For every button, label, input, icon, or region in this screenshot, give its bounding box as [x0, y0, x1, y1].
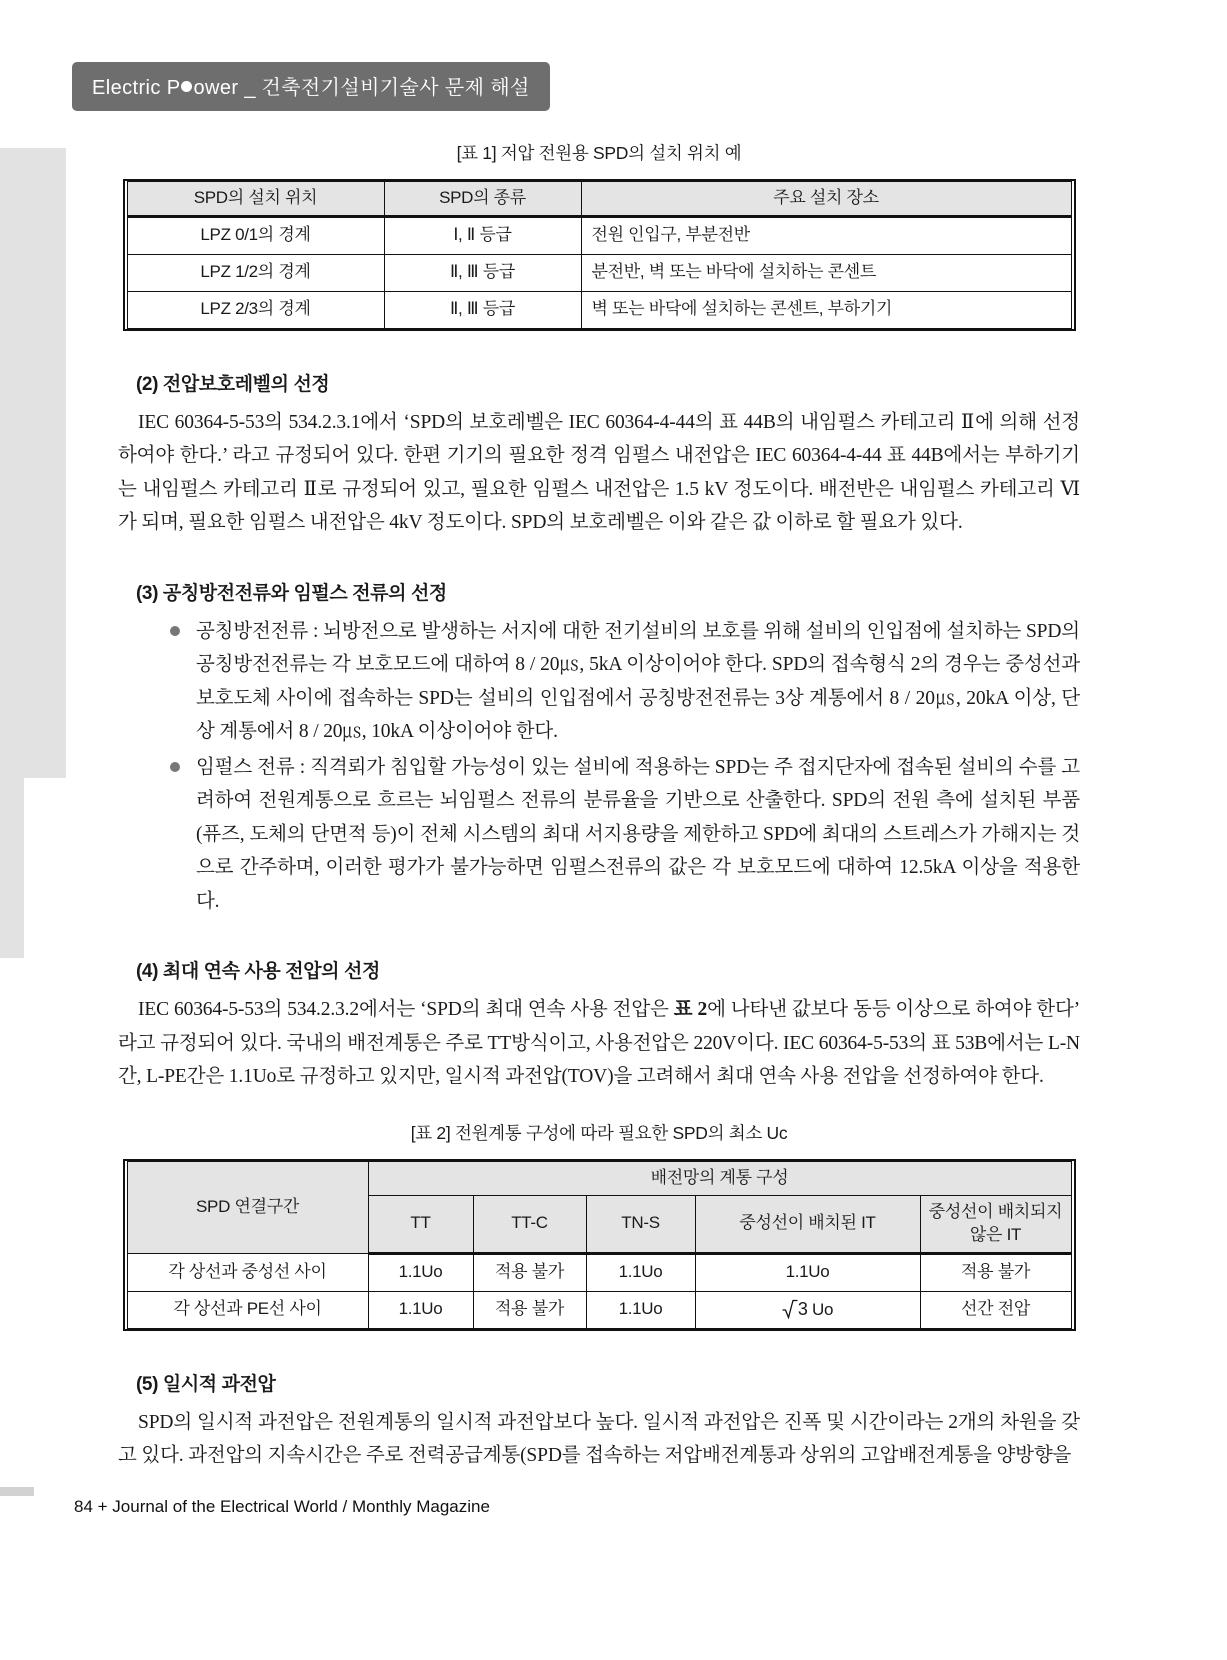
section3-bullet-list	[118, 615, 1080, 919]
table2-r0c1: 적용 불가	[473, 1253, 586, 1291]
table2-r0c0: 1.1Uo	[368, 1253, 473, 1291]
table2-r0c4: 적용 불가	[920, 1253, 1071, 1291]
table2-r0c2: 1.1Uo	[586, 1253, 695, 1291]
spacer	[118, 1094, 1080, 1120]
table2-subheader-0: TT	[368, 1195, 473, 1253]
table1-header-2: 주요 설치 장소	[581, 182, 1071, 217]
section5-heading: (5) 일시적 과전압	[136, 1373, 276, 1395]
running-head	[72, 62, 550, 111]
running-head-suffix: ower	[193, 77, 239, 99]
table2-subheader-4: 중성선이 배치되지 않은 IT	[920, 1195, 1071, 1253]
table2-subheader-3: 중성선이 배치된 IT	[695, 1195, 920, 1253]
table2-r0c3: 1.1Uo	[695, 1253, 920, 1291]
section4-heading: (4) 최대 연속 사용 전압의 선정	[136, 961, 380, 983]
radical-sign-icon	[782, 1299, 798, 1319]
running-head-korean: 건축전기설비기술사 문제 해설	[261, 77, 530, 99]
table2-caption: [표 2] 전원계통 구성에 따라 필요한 SPD의 최소 Uc	[410, 1122, 788, 1143]
table2	[127, 1161, 1072, 1329]
section4-emphasis: 표 2	[673, 999, 708, 1021]
section5-paragraph: SPD의 일시적 과전압은 전원계통의 일시적 과전압보다 높다. 일시적 과전압은 진폭 및 시간이라는 2개의 차원을 갖고 있다. 과전압의 지속시간은 주로 전력공급계통(SPD를 접속하는 저압배전계통과 상위의 고압배전계통을 양방향을	[118, 1411, 1080, 1467]
left-edge-tab	[0, 1487, 34, 1496]
page-footer: 84 + Journal of the Electrical World / Monthly Magazine	[74, 1497, 490, 1516]
table1-r2c1: Ⅱ, Ⅲ 등급	[384, 291, 581, 328]
section3-heading: (3) 공칭방전전류와 임펄스 전류의 선정	[136, 582, 447, 604]
table2-frame	[123, 1159, 1076, 1331]
table1	[127, 181, 1072, 329]
table1-header-1: SPD의 종류	[384, 182, 581, 217]
section4-part2: 에 나타낸 값보다 동등 이상으로 하여야 한다’ 라고 규정되어 있다. 국내의 배전계통은 주로 TT방식이고, 사용전압은 220V이다. IEC 60364-5-53의 표 53B에서는 L-N간, L-PE간은 1.1Uo로 규정하고 있지만, 일시적 과전압(TOV)을 고려해서 최대 연속 사용 전압을 선정하여야 한다.	[118, 999, 1081, 1088]
table2-r1c1: 적용 불가	[473, 1291, 586, 1328]
table2-r1c4: 선간 전압	[920, 1291, 1071, 1328]
left-edge-decoration-bottom	[0, 778, 24, 958]
table1-r2c2: 벽 또는 바닥에 설치하는 콘센트, 부하기기	[581, 291, 1071, 328]
power-dot-icon	[181, 81, 192, 92]
table1-r1c1: Ⅱ, Ⅲ 등급	[384, 254, 581, 291]
section4-paragraph	[118, 993, 1080, 1094]
sqrt3-uo-value: 3 Uo	[782, 1297, 833, 1322]
section3-bullet-1-text: 임펄스 전류 : 직격뢰가 침입할 가능성이 있는 설비에 적용하는 SPD는 주 접지단자에 접속된 설비의 수를 고려하여 전원계통으로 흐르는 뇌임펄스 전류의 분류율을 기반으로 산출한다. SPD의 전원 측에 설치된 부품(퓨즈, 도체의 단면적 등)이 전체 시스템의 최대 서지용량을 제한하고 SPD에 최대의 스트레스가 가해지는 것으로 간주하며, 이러한 평가가 불가능하면 임펄스전류의 값은 각 보호모드에 대하여 12.5kA 이상을 적용한다.	[196, 756, 1080, 912]
table2-group-header: 배전망의 계통 구성	[368, 1161, 1071, 1195]
table1-r0c0: LPZ 0/1의 경계	[127, 216, 384, 254]
left-edge-decoration-top	[0, 148, 66, 778]
table2-r1c0: 1.1Uo	[368, 1291, 473, 1328]
section2-heading: (2) 전압보호레벨의 선정	[136, 373, 330, 395]
table-row	[127, 254, 1071, 291]
table-row	[127, 1253, 1071, 1291]
table-row	[127, 291, 1071, 328]
table1-r2c0: LPZ 2/3의 경계	[127, 291, 384, 328]
table2-corner-header: SPD 연결구간	[127, 1161, 368, 1253]
bullet-dot-icon	[170, 626, 180, 636]
table2-subheader-2: TN-S	[586, 1195, 695, 1253]
table2-subheader-1: TT-C	[473, 1195, 586, 1253]
list-item	[166, 751, 1080, 919]
table-row	[127, 1291, 1071, 1328]
content-column	[118, 140, 1080, 1473]
table-row	[127, 216, 1071, 254]
running-head-separator: _	[244, 77, 256, 99]
bullet-dot-icon	[170, 762, 180, 772]
table1-r0c2: 전원 인입구, 부분전반	[581, 216, 1071, 254]
section4-part1: IEC 60364-5-53의 534.2.3.2에서는 ‘SPD의 최대 연속 사용 전압은	[138, 999, 674, 1021]
table1-caption: [표 1] 저압 전원용 SPD의 설치 위치 예	[456, 143, 742, 163]
table1-r1c0: LPZ 1/2의 경계	[127, 254, 384, 291]
table1-header-0: SPD의 설치 위치	[127, 182, 384, 217]
running-head-prefix: Electric P	[92, 77, 181, 99]
table1-r1c2: 분전반, 벽 또는 바닥에 설치하는 콘센트	[581, 254, 1071, 291]
table2-r1c3	[695, 1291, 920, 1328]
table2-r0-label: 각 상선과 중성선 사이	[127, 1253, 368, 1291]
table2-r1c2: 1.1Uo	[586, 1291, 695, 1328]
section2-paragraph: IEC 60364-5-53의 534.2.3.1에서 ‘SPD의 보호레벨은 IEC 60364-4-44의 표 44B의 내임펄스 카테고리 Ⅱ에 의해 선정하여야 한다.’ 라고 규정되어 있다. 한편 기기의 필요한 정격 임펄스 내전압은 IEC 60364-4-44 표 44B에서는 부하기기는 내임펄스 카테고리 Ⅱ로 규정되어 있고, 필요한 임펄스 내전압은 1.5 kV 정도이다. 배전반은 내임펄스 카테고리 Ⅵ가 되며, 필요한 임펄스 내전압은 4kV 정도이다. SPD의 보호레벨은 이와 같은 값 이하로 할 필요가 있다.	[118, 411, 1080, 534]
table1-r0c1: Ⅰ, Ⅱ 등급	[384, 216, 581, 254]
section3-bullet-0-text: 공칭방전전류 : 뇌방전으로 발생하는 서지에 대한 전기설비의 보호를 위해 설비의 인입점에 설치하는 SPD의 공칭방전전류는 각 보호모드에 대하여 8 / 20㎲, 5kA 이상이어야 한다. SPD의 접속형식 2의 경우는 중성선과 보호도체 사이에 접속하는 SPD는 설비의 인입점에서 공칭방전전류는 3상 계통에서 8 / 20㎲, 20kA 이상, 단상 계통에서 8 / 20㎲, 10kA 이상이어야 한다.	[196, 620, 1080, 743]
list-item	[166, 615, 1080, 749]
table2-r1-label: 각 상선과 PE선 사이	[127, 1291, 368, 1328]
table1-frame	[123, 179, 1076, 331]
